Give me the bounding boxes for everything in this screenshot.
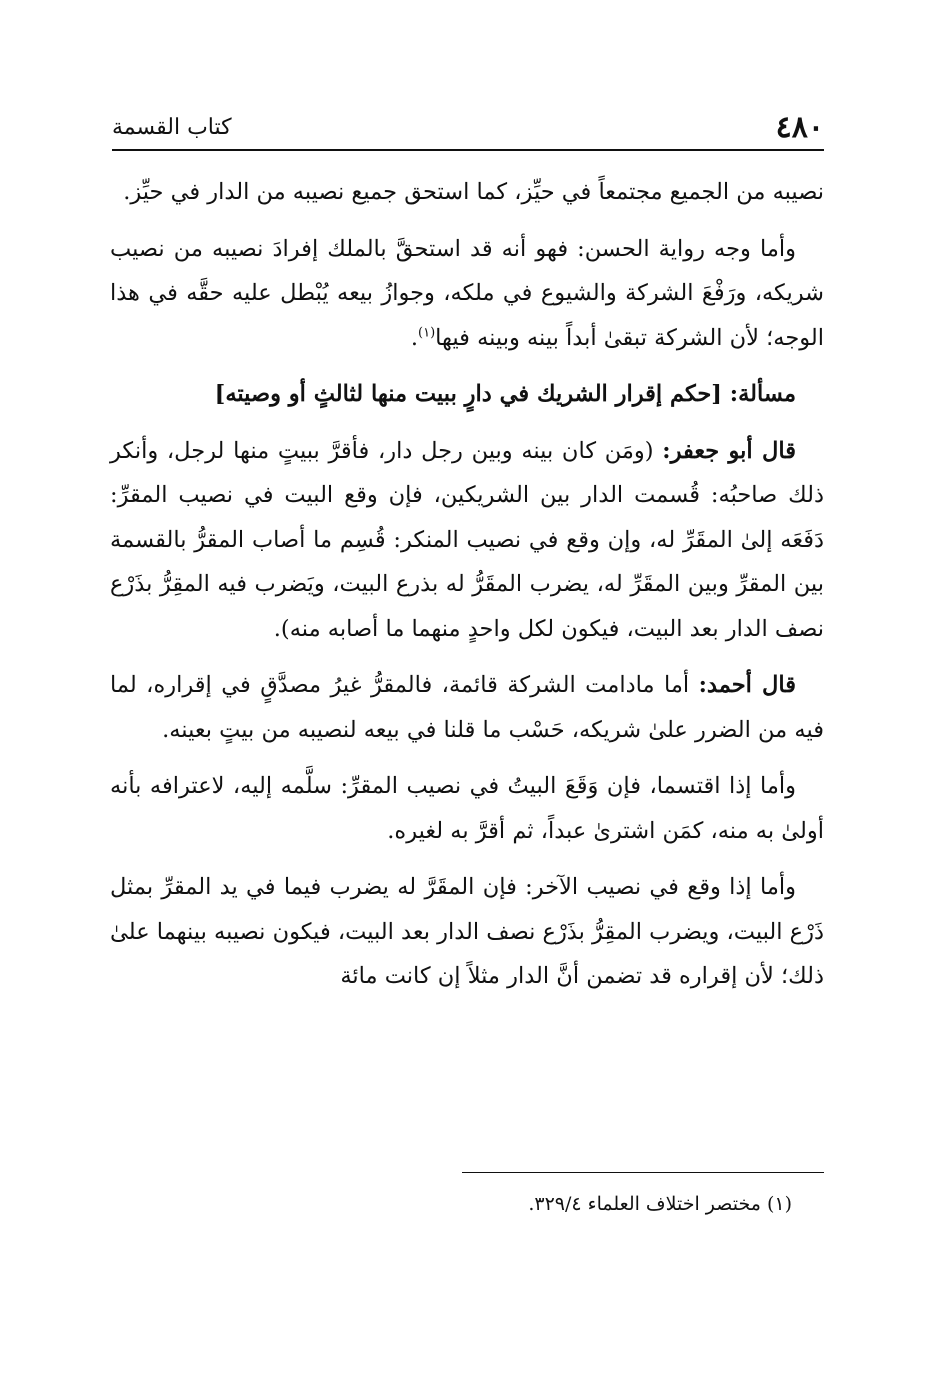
speaker-abu-jafar: قال أبو جعفر: [662, 437, 796, 464]
speaker-ahmad: قال أحمد: [698, 672, 796, 698]
paragraph-5: وأما إذا اقتسما، فإن وَقَعَ البيتُ في نصيب المقرِّ: سلَّمه إليه، لاعترافه بأنه أولىٰ به منه، كمَن اشترىٰ عبداً، ثم أقرَّ به لغيره. [110, 773, 824, 844]
book-title: كتاب القسمة [112, 115, 232, 140]
paragraph-4 [110, 663, 824, 752]
paragraph-6: وأما إذا وقع في نصيب الآخر: فإن المقَرَّ له يضرب فيما في يد المقرِّ بمثل ذَرْع البيت، ويضرب المقِرُّ بذَرْع نصف الدار بعد البيت، فيكون نصيبه بينهما علىٰ ذلك؛ لأن إقراره قد تضمن أنَّ الدار مثلاً إن كانت مائة [110, 874, 824, 989]
page-header [112, 98, 824, 148]
main-text [110, 170, 824, 1011]
paragraph-3-text: (ومَن كان بينه وبين رجل دار، فأقرَّ ببيتٍ منها لرجل، وأنكر ذلك صاحبُه: قُسمت الدار بين الشريكين، فإن وقع البيت في نصيب المقرِّ: دَفَعَه إلىٰ المقَرِّ له، وإن وقع في نصيب المنكر: قُسِم ما أصاب المقرُّ بالقسمة بين المقرِّ وبين المقَرِّ له، يضرب المقَرُّ له بذرع البيت، ويَضرب فيه المقِرُّ بذَرْع نصف الدار بعد البيت، فيكون لكل واحدٍ منهما ما أصابه منه). [110, 437, 824, 642]
paragraph-2 [110, 227, 824, 361]
footnote-divider [462, 1172, 824, 1173]
header-divider [112, 149, 824, 151]
footnote: (١) مختصر اختلاف العلماء ٣٢٩/٤. [528, 1193, 792, 1215]
paragraph-2-text: وأما وجه رواية الحسن: فهو أنه قد استحقَّ بالملك إفرادَ نصيبه من نصيب شريكه، ورَفْعَ الشركة والشيوع في ملكه، وجوازُ بيعه يُبْطل عليه حقَّه في هذا الوجه؛ لأن الشركة تبقىٰ أبداً بينه وبينه فيها [110, 235, 824, 351]
section-heading: مسألة: [حكم إقرار الشريك في دارٍ ببيت منها لثالثٍ أو وصيته] [214, 381, 796, 407]
paragraph-4-text: أما مادامت الشركة قائمة، فالمقرُّ غيرُ مصدَّقٍ في إقراره، لما فيه من الضرر علىٰ شريكه، حَسْب ما قلنا في بيعه لنصيبه من بيتٍ بعينه. [110, 672, 824, 743]
paragraph-1: نصيبه من الجميع مجتمعاً في حيِّز، كما استحق جميع نصيبه من الدار في حيِّز. [123, 179, 824, 205]
footnote-marker: (١) [418, 325, 436, 340]
page-number: ٤٨٠ [775, 110, 824, 145]
paragraph-2-end: . [410, 324, 418, 351]
paragraph-3 [110, 429, 824, 652]
